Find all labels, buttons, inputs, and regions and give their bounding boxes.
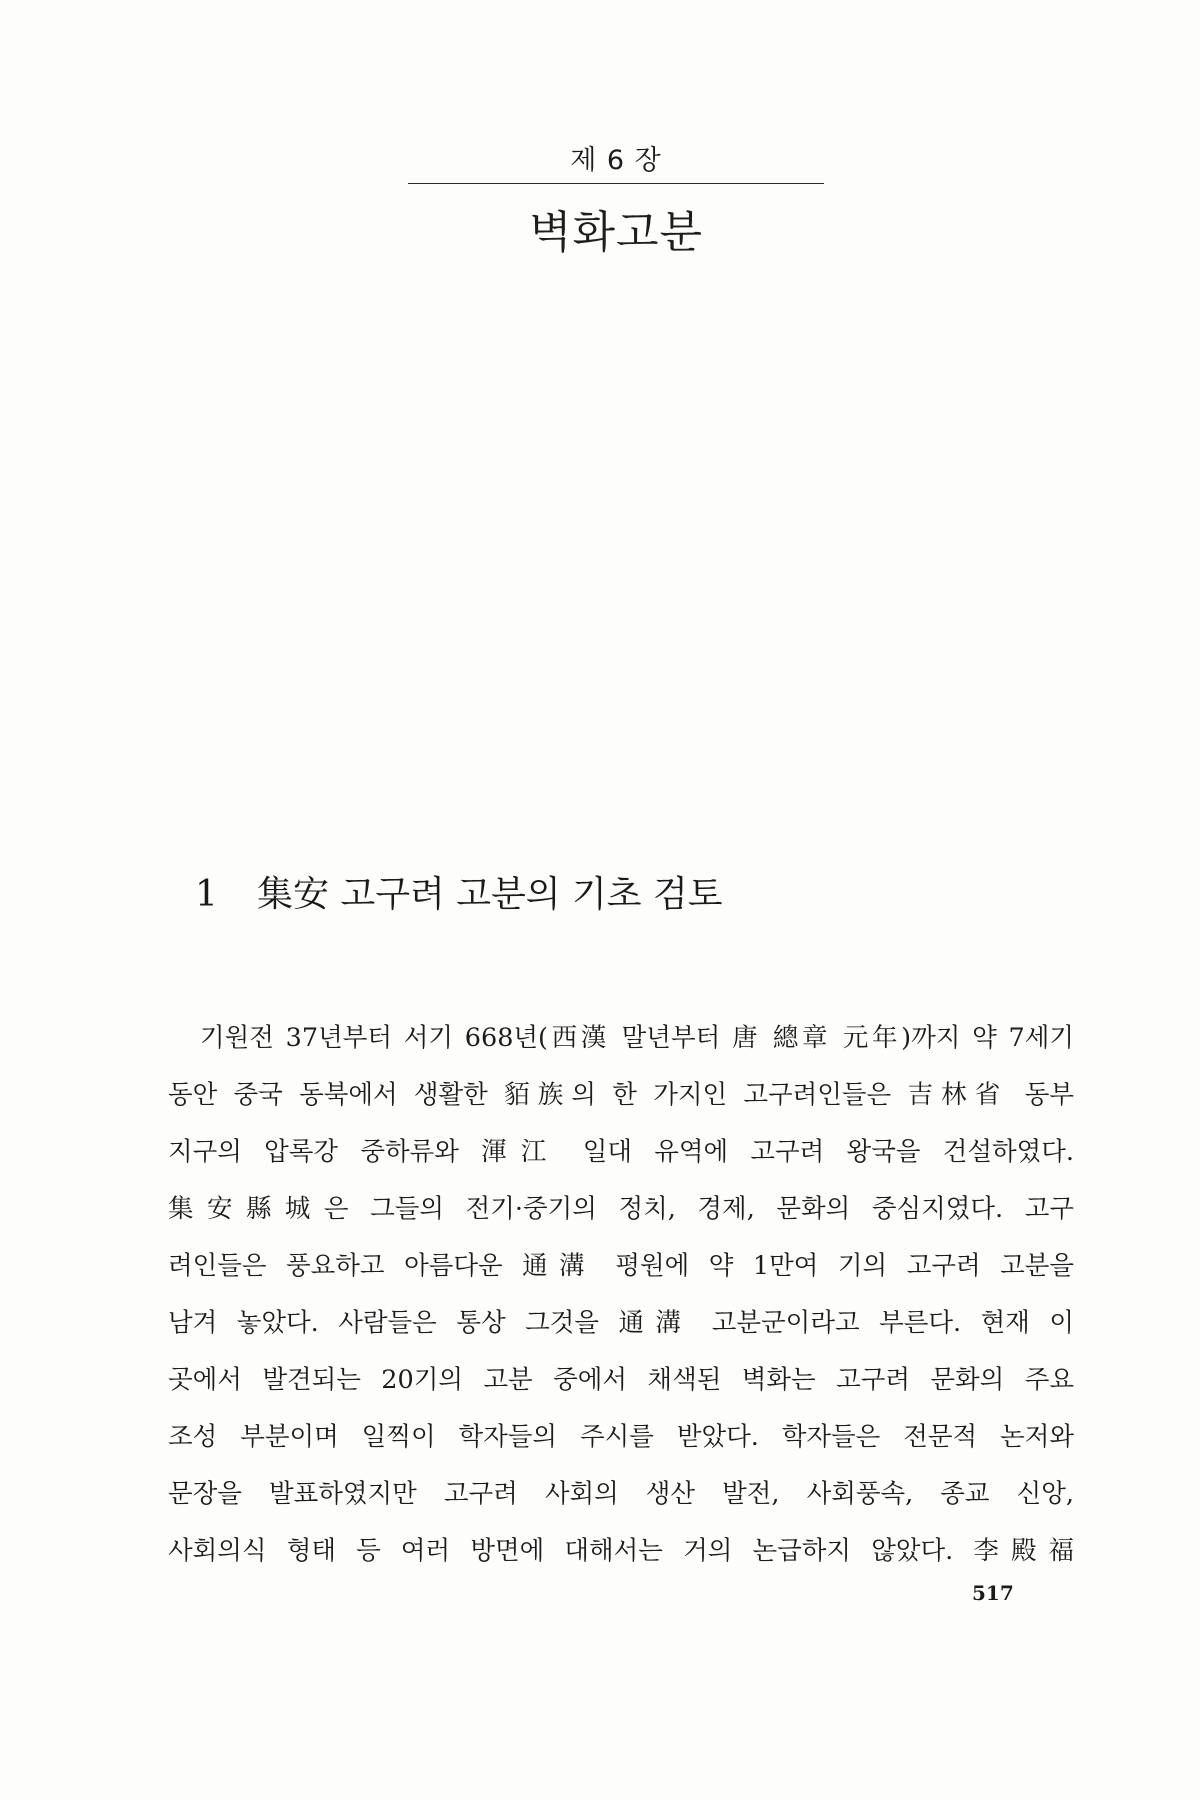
body-line: 기원전 37년부터 서기 668년(西漢 말년부터 唐 總章 元年)까지 약 7세기	[200, 1023, 1074, 1053]
chapter-divider	[408, 183, 824, 184]
body-line: 남겨 놓았다. 사람들은 통상 그것을 通溝 고분군이라고 부른다. 현재 이	[168, 1308, 1074, 1338]
section-title: 集安 고구려 고분의 기초 검토	[257, 874, 723, 915]
chapter-label: 제 6 장	[570, 145, 662, 176]
body-line: 려인들은 풍요하고 아름다운 通溝 평원에 약 1만여 기의 고구려 고분을	[168, 1251, 1074, 1281]
body-line: 사회의식 형태 등 여러 방면에 대해서는 거의 논급하지 않았다. 李殿福	[168, 1536, 1074, 1566]
body-paragraph	[168, 1010, 1074, 1580]
body-line: 조성 부분이며 일찍이 학자들의 주시를 받았다. 학자들은 전문적 논저와	[168, 1422, 1074, 1452]
body-line: 곳에서 발견되는 20기의 고분 중에서 채색된 벽화는 고구려 문화의 주요	[168, 1365, 1074, 1395]
chapter-title: 벽화고분	[528, 207, 703, 258]
body-line: 문장을 발표하였지만 고구려 사회의 생산 발전, 사회풍속, 종교 신앙,	[168, 1479, 1074, 1509]
section-heading	[195, 866, 723, 917]
body-line: 동안 중국 동북에서 생활한 貊族의 한 가지인 고구려인들은 吉林省 동부	[168, 1080, 1074, 1110]
body-line: 集安縣城은 그들의 전기·중기의 정치, 경제, 문화의 중심지였다. 고구	[168, 1194, 1074, 1224]
body-line: 지구의 압록강 중하류와 渾江 일대 유역에 고구려 왕국을 건설하였다.	[168, 1137, 1074, 1167]
page-number: 517	[972, 1581, 1014, 1605]
section-number: 1	[195, 874, 218, 915]
